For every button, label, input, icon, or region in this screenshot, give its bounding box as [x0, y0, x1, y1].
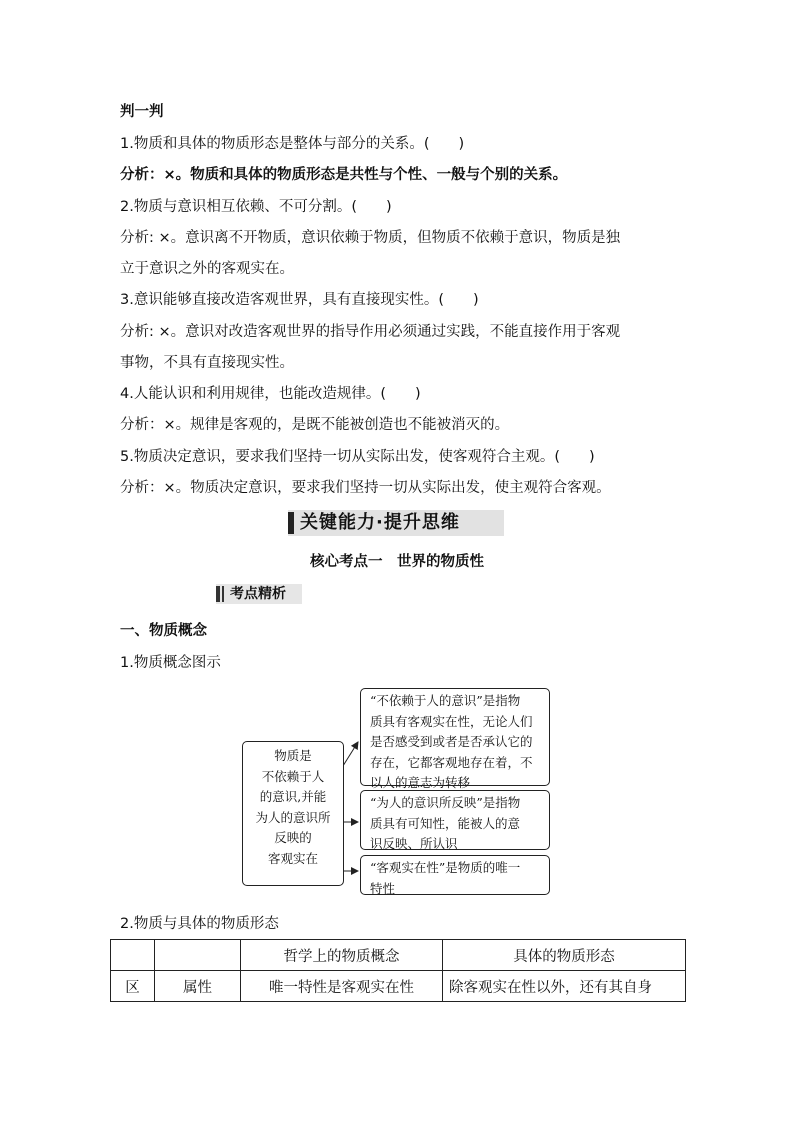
knowability-line: 识反映、所认识 — [370, 836, 458, 851]
table-row — [111, 971, 686, 1002]
table-header-cell: 哲学上的物质概念 — [241, 940, 443, 971]
objectivity-line: “不依赖于人的意识”是指物 — [370, 693, 521, 708]
table-header-cell: 具体的物质形态 — [443, 940, 686, 971]
core-point-title: 核心考点一 世界的物质性 — [310, 554, 484, 570]
answer-3-line-2: 事物，不具有直接现实性。 — [120, 355, 294, 371]
question-5: 5.物质决定意识，要求我们坚持一切从实际出发，使客观符合主观。( ) — [120, 449, 595, 465]
objectivity-line: 质具有客观实在性，无论人们 — [370, 713, 533, 729]
objectivity-box — [360, 688, 550, 790]
objectivity-line: 以人的意志为转移 — [370, 775, 471, 790]
judge-heading: 判一判 — [120, 104, 164, 120]
question-3: 3.意识能够直接改造客观世界，具有直接现实性。( ) — [120, 292, 479, 308]
objectivity-line: 是否感受到或者是否承认它的 — [370, 734, 533, 749]
table-header-row — [111, 940, 686, 971]
knowability-line: “为人的意识所反映”是指物 — [370, 795, 521, 810]
knowability-line: 质具有可知性，能被人的意 — [370, 815, 521, 831]
answer-4: 分析：×。规律是客观的，是既不能被创造也不能被消灭的。 — [120, 417, 510, 433]
table-cell: 区 — [111, 971, 155, 1002]
center-line: 客观实在 — [267, 850, 318, 866]
question-2: 2.物质与意识相互依赖、不可分割。( ) — [120, 199, 392, 215]
comparison-table — [110, 939, 686, 1002]
center-line: 反映的 — [274, 830, 312, 845]
objectivity-line: 存在，它都客观地存在着，不 — [370, 754, 533, 770]
subheading-table: 2.物质与具体的物质形态 — [120, 916, 279, 932]
banner-title: 关键能力·提升思维 — [300, 512, 460, 533]
answer-3-line-1: 分析: ×。意识对改造客观世界的指导作用必须通过实践，不能直接作用于客观 — [120, 324, 621, 340]
knowability-box — [360, 790, 550, 850]
question-1: 1.物质和具体的物质形态是整体与部分的关系。( ) — [120, 136, 465, 152]
table-header-cell — [111, 940, 155, 971]
center-line: 不依赖于人 — [261, 768, 325, 784]
table-cell: 唯一特性是客观实在性 — [241, 971, 443, 1002]
unique-property-line: “客观实在性”是物质的唯一 — [370, 860, 521, 875]
answer-2-line-1: 分析: ×。意识离不开物质，意识依赖于物质，但物质不依赖于意识，物质是独 — [120, 230, 621, 246]
table-cell: 除客观实在性以外，还有其自身 — [443, 971, 686, 1002]
question-4: 4.人能认识和利用规律，也能改造规律。( ) — [120, 386, 421, 402]
center-line: 的意识,并能 — [259, 789, 327, 804]
center-line: 为人的意识所 — [255, 809, 331, 825]
section-heading-1: 一、物质概念 — [120, 623, 207, 639]
answer-5: 分析：×。物质决定意识，要求我们坚持一切从实际出发，使主观符合客观。 — [120, 480, 611, 496]
answer-2-line-2: 立于意识之外的客观实在。 — [120, 261, 294, 277]
table-header-cell — [155, 940, 241, 971]
unique-property-box — [360, 855, 550, 895]
subheading-diagram: 1.物质概念图示 — [120, 655, 221, 671]
table-cell: 属性 — [155, 971, 241, 1002]
answer-1: 分析：×。物质和具体的物质形态是共性与个性、一般与个别的关系。 — [120, 167, 568, 183]
center-line: 物质是 — [274, 748, 312, 763]
tag-label: 考点精析 — [230, 586, 286, 602]
unique-property-line: 特性 — [370, 880, 396, 896]
matter-definition-box — [242, 741, 344, 886]
